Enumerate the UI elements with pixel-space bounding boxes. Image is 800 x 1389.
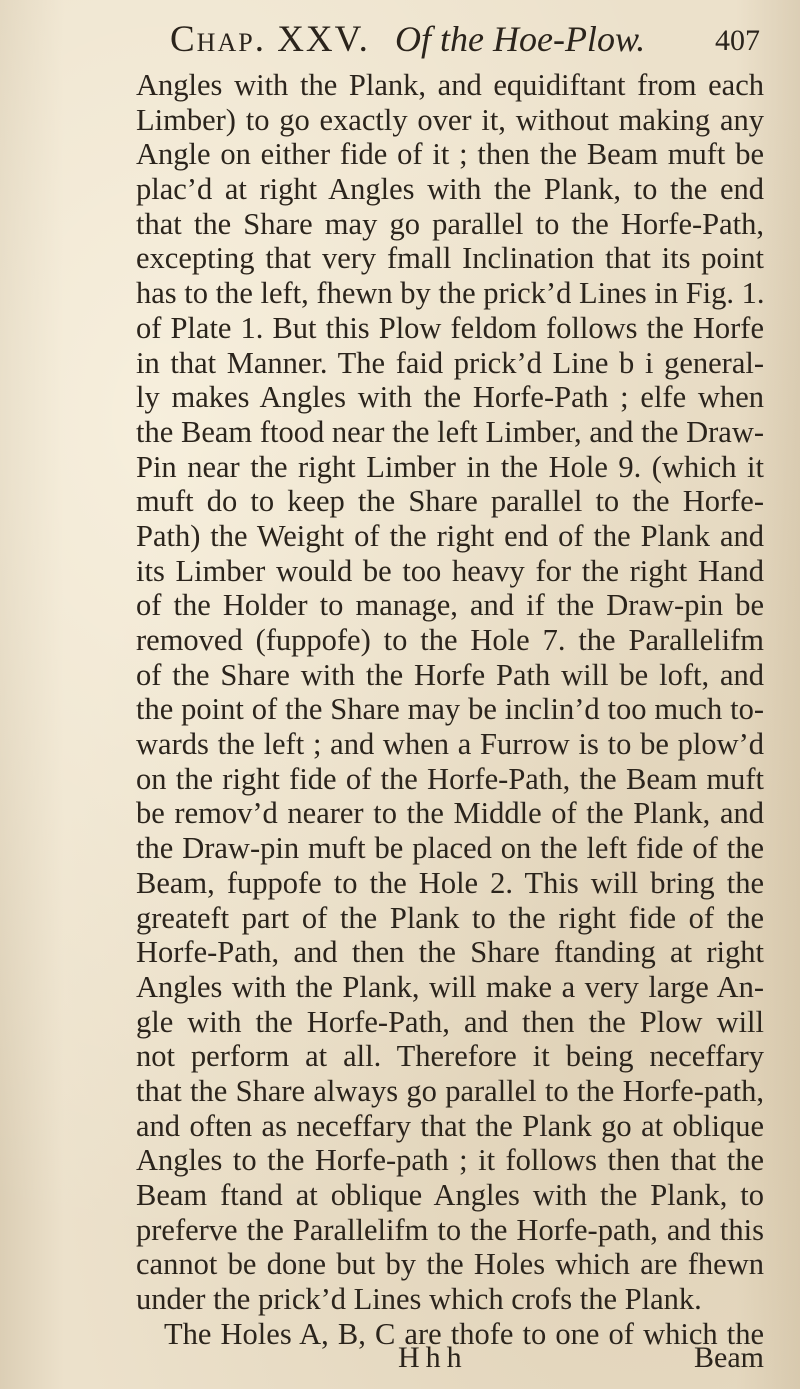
text-line: Limber) to go exactly over it, without making any	[136, 102, 764, 137]
text-line: Horfe-Path, and then the Share ftanding at right	[136, 935, 764, 970]
text-line: and often as neceffary that the Plank go at oblique	[136, 1108, 764, 1143]
text-line: excepting that very fmall Inclination that its point	[136, 241, 764, 276]
text-line: plac’d at right Angles with the Plank, to the end	[136, 172, 764, 207]
catchword: Beam	[694, 1341, 764, 1374]
text-line: of the Holder to manage, and if the Draw-pin be	[136, 588, 764, 623]
text-line: on the right fide of the Horfe-Path, the Beam muft	[136, 761, 764, 796]
text-line: of Plate 1. But this Plow feldom follows the Horfe	[136, 310, 764, 345]
text-line: ly makes Angles with the Horfe-Path ; elfe when	[136, 380, 764, 415]
text-line: be remov’d nearer to the Middle of the Plank, and	[136, 796, 764, 831]
text-line: gle with the Horfe-Path, and then the Plow will	[136, 1004, 764, 1039]
text-line: the Draw-pin muft be placed on the left fide of the	[136, 831, 764, 866]
text-line: under the prick’d Lines which crofs the Plank.	[136, 1282, 702, 1317]
text-line: Angles with the Plank, will make a very large An-	[136, 969, 764, 1004]
text-line: has to the left, fhewn by the prick’d Lines in Fig. 1.	[136, 276, 765, 311]
text-line: Pin near the right Limber in the Hole 9. (which it	[136, 449, 764, 484]
page-number: 407	[715, 24, 760, 57]
text-line: that the Share always go parallel to the Horfe-path,	[136, 1073, 764, 1108]
page-footer	[136, 1341, 764, 1377]
text-line: muft do to keep the Share parallel to the Horfe-	[136, 484, 764, 519]
text-line: removed (fuppofe) to the Hole 7. the Parallelifm	[136, 623, 764, 657]
text-line: in that Manner. The faid prick’d Line b i general-	[136, 345, 764, 380]
text-line: not perform at all. Therefore it being neceffary	[136, 1039, 764, 1074]
body-text	[136, 68, 764, 1351]
text-line: wards the left ; and when a Furrow is to be plow’d	[136, 727, 764, 762]
running-title: Of the Hoe-Plow.	[395, 19, 646, 59]
chapter-heading: Chap. XXV.	[170, 19, 370, 60]
text-line: Beam ftand at oblique Angles with the Plank, to	[136, 1178, 764, 1212]
text-line: the point of the Share may be inclin’d too much to-	[136, 692, 764, 727]
text-line: that the Share may go parallel to the Horfe-Path,	[136, 206, 764, 241]
text-line: Angles to the Horfe-path ; it follows then that the	[136, 1143, 764, 1178]
text-line: Path) the Weight of the right end of the Plank and	[136, 518, 764, 553]
text-line: preferve the Parallelifm to the Horfe-path, and this	[136, 1212, 764, 1247]
running-head	[170, 18, 760, 66]
signature-mark: Hhh	[398, 1341, 468, 1374]
text-line: the Beam ftood near the left Limber, and the Draw-	[136, 414, 764, 449]
text-line: greateft part of the Plank to the right fide of the	[136, 900, 764, 935]
text-line: Beam, fuppofe to the Hole 2. This will bring the	[136, 865, 764, 900]
text-line: The Holes A, B, C are thofe to one of which the	[164, 1316, 764, 1351]
text-line: Angles with the Plank, and equidiftant from each	[136, 68, 764, 102]
text-line: its Limber would be too heavy for the right Hand	[136, 553, 764, 588]
text-line: of the Share with the Horfe Path will be loft, and	[136, 657, 764, 692]
text-line: cannot be done but by the Holes which are fhewn	[136, 1247, 764, 1282]
text-line: Angle on either fide of it ; then the Beam muft be	[136, 137, 764, 172]
